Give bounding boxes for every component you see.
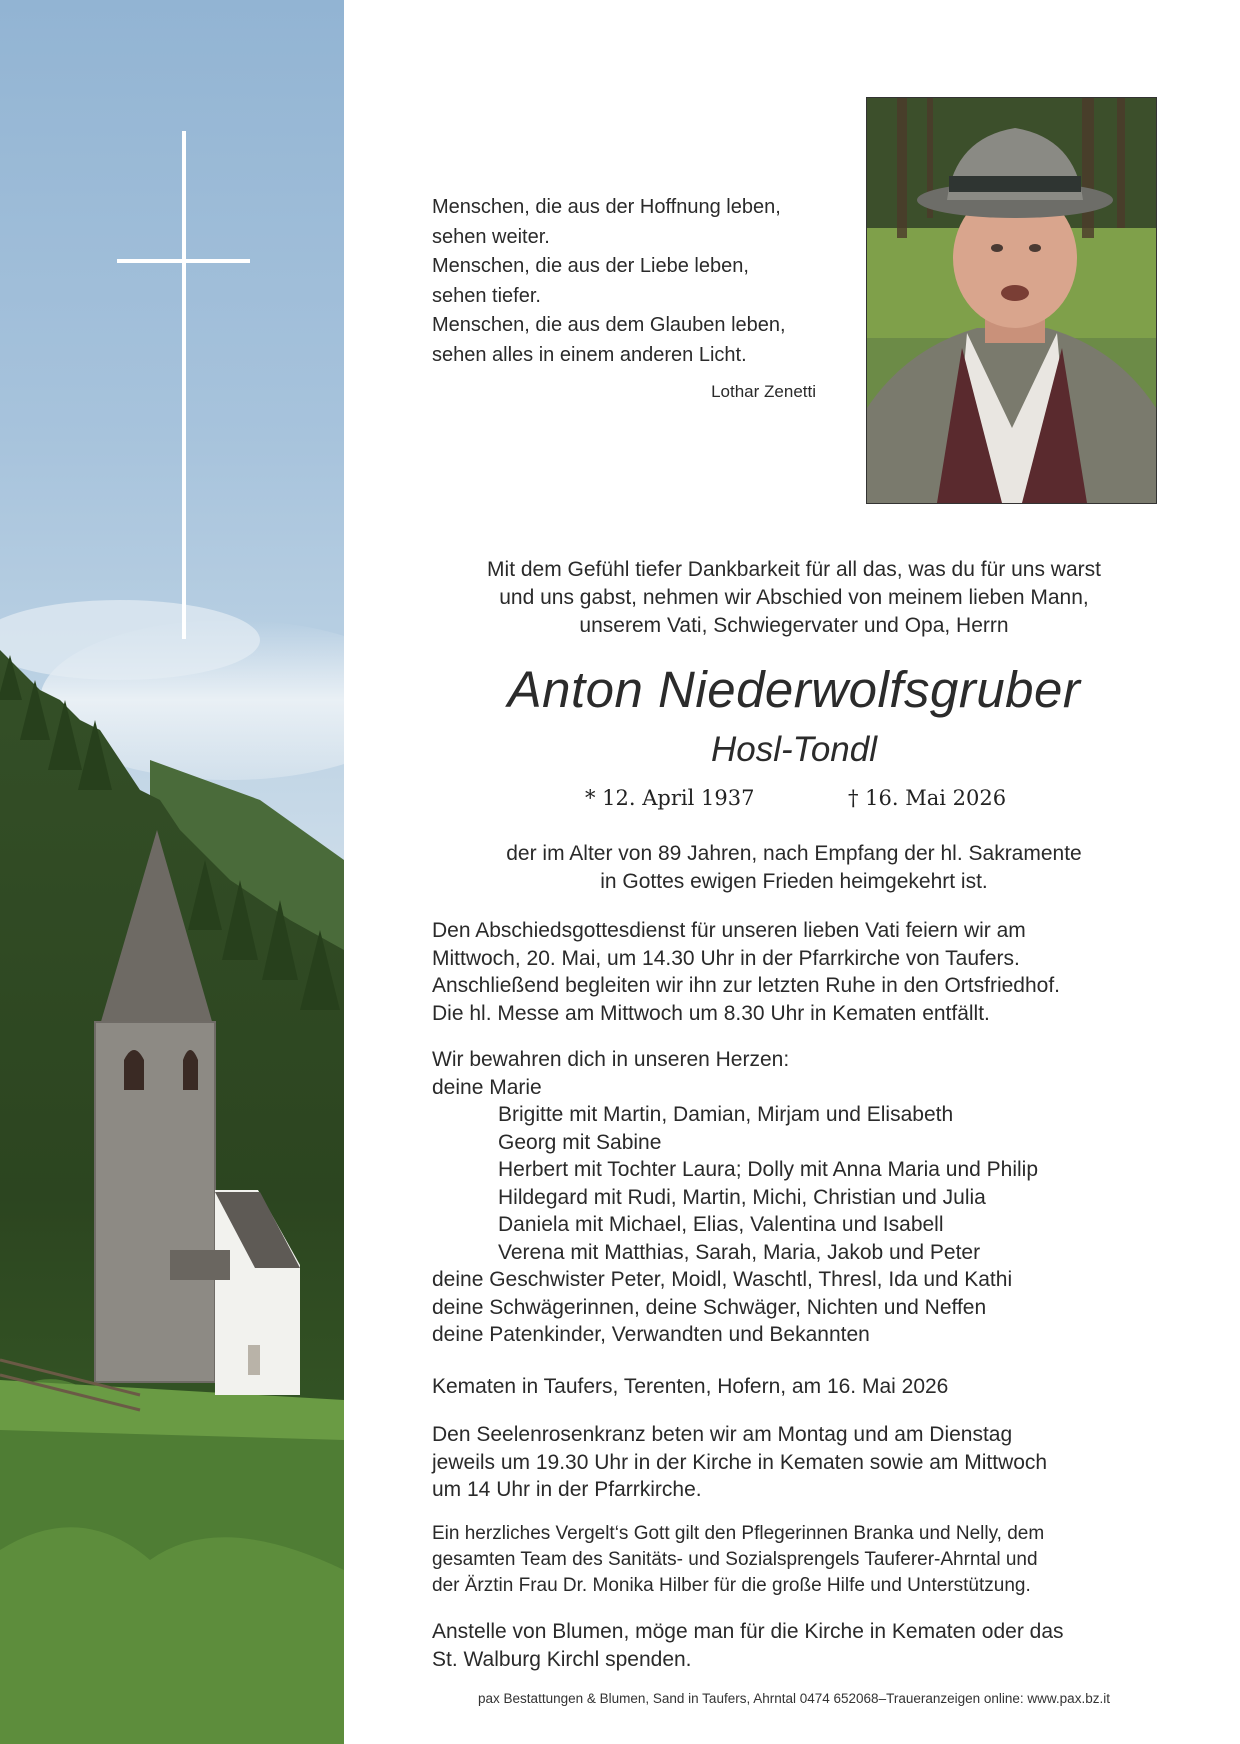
- service-line: Anschließend begleiten wir ihn zur letzten Ruhe in den Ortsfriedhof.: [432, 974, 1061, 997]
- flowers-line: Anstelle von Blumen, möge man für die Kirche in Kematen oder das: [432, 1620, 1064, 1643]
- poem-line: Menschen, die aus der Liebe leben,: [432, 255, 749, 277]
- mourners-list: [432, 1046, 1156, 1349]
- age-line: der im Alter von 89 Jahren, nach Empfang der hl. Sakramente: [506, 842, 1082, 865]
- deceased-name: Anton Niederwolfsgruber: [507, 661, 1081, 718]
- birth-date: * 12. April 1937: [585, 786, 755, 810]
- poem-line: sehen tiefer.: [432, 284, 541, 307]
- poem-line: Menschen, die aus der Hoffnung leben,: [432, 196, 781, 218]
- intro-line: und uns gabst, nehmen wir Abschied von meinem lieben Mann,: [499, 586, 1089, 609]
- deceased-nickname: Hosl-Tondl: [710, 730, 877, 769]
- thanks-line: Ein herzliches Vergelt‘s Gott gilt den Pflegerinnen Branka und Nelly, dem: [432, 1523, 1045, 1544]
- funeral-service-text: [432, 917, 1156, 1027]
- thanks-line: gesamten Team des Sanitäts- und Sozialsprengels Tauferer-Ahrntal und: [432, 1549, 1038, 1570]
- mourner-child: Brigitte mit Martin, Damian, Mirjam und Elisabeth: [498, 1103, 954, 1126]
- mourner-child: Herbert mit Tochter Laura; Dolly mit Anna Maria und Philip: [498, 1158, 1039, 1181]
- intro-text: [432, 556, 1156, 640]
- poem: [432, 193, 812, 370]
- place-date: [432, 1373, 1156, 1401]
- mourner-relatives: deine Patenkinder, Verwandten und Bekannten: [432, 1323, 870, 1346]
- rosary-line: um 14 Uhr in der Pfarrkirche.: [432, 1478, 702, 1501]
- intro-line: unserem Vati, Schwiegervater und Opa, Herrn: [579, 614, 1009, 637]
- decorative-side-panel: [0, 0, 344, 1744]
- poem-line: sehen alles in einem anderen Licht.: [432, 343, 747, 366]
- rosary-line: Den Seelenrosenkranz beten wir am Montag und am Dienstag: [432, 1423, 1013, 1446]
- service-line: Mittwoch, 20. Mai, um 14.30 Uhr in der Pfarrkirche von Taufers.: [432, 946, 1020, 970]
- mourner-child: Georg mit Sabine: [498, 1130, 662, 1154]
- cross-icon: [117, 131, 250, 639]
- flowers-line: St. Walburg Kirchl spenden.: [432, 1647, 692, 1671]
- portrait-illustration: [867, 98, 1156, 503]
- place-date-line: Kematen in Taufers, Terenten, Hofern, am 16. Mai 2026: [432, 1375, 949, 1398]
- service-line: Die hl. Messe am Mittwoch um 8.30 Uhr in Kematen entfällt.: [432, 1001, 990, 1025]
- rosary-text: [432, 1421, 1156, 1504]
- mourner-child: Daniela mit Michael, Elias, Valentina und Isabell: [498, 1213, 944, 1236]
- portrait-photo: [866, 97, 1157, 504]
- thanks-line: der Ärztin Frau Dr. Monika Hilber für die große Hilfe und Unterstützung.: [432, 1575, 1031, 1596]
- service-line: Den Abschiedsgottesdienst für unseren lieben Vati feiern wir am: [432, 919, 1026, 942]
- poem-line: sehen weiter.: [432, 225, 550, 248]
- footer-imprint: pax Bestattungen & Blumen, Sand in Taufers, Ahrntal 0474 652068–Traueranzeigen online: www.pax.bz.it: [478, 1691, 1110, 1706]
- age-line: in Gottes ewigen Frieden heimgekehrt ist.: [600, 870, 988, 893]
- mourner-child: Verena mit Matthias, Sarah, Maria, Jakob und Peter: [498, 1240, 981, 1264]
- flowers-text: [432, 1618, 1156, 1673]
- death-date: † 16. Mai 2026: [848, 786, 1007, 810]
- mourner-wife: deine Marie: [432, 1075, 542, 1099]
- thanks-text: [432, 1521, 1156, 1599]
- age-text: [432, 840, 1156, 896]
- mourner-relatives: deine Schwägerinnen, deine Schwäger, Nichten und Neffen: [432, 1295, 987, 1319]
- mourners-heading: Wir bewahren dich in unseren Herzen:: [432, 1048, 790, 1071]
- mourner-relatives: deine Geschwister Peter, Moidl, Waschtl, Thresl, Ida und Kathi: [432, 1268, 1013, 1291]
- mourner-child: Hildegard mit Rudi, Martin, Michi, Christian und Julia: [498, 1185, 986, 1209]
- rosary-line: jeweils um 19.30 Uhr in der Kirche in Kematen sowie am Mittwoch: [432, 1450, 1048, 1474]
- poem-line: Menschen, die aus dem Glauben leben,: [432, 314, 786, 336]
- intro-line: Mit dem Gefühl tiefer Dankbarkeit für all das, was du für uns warst: [487, 558, 1101, 581]
- landscape-illustration: [0, 0, 344, 1744]
- poem-author: Lothar Zenetti: [711, 382, 816, 401]
